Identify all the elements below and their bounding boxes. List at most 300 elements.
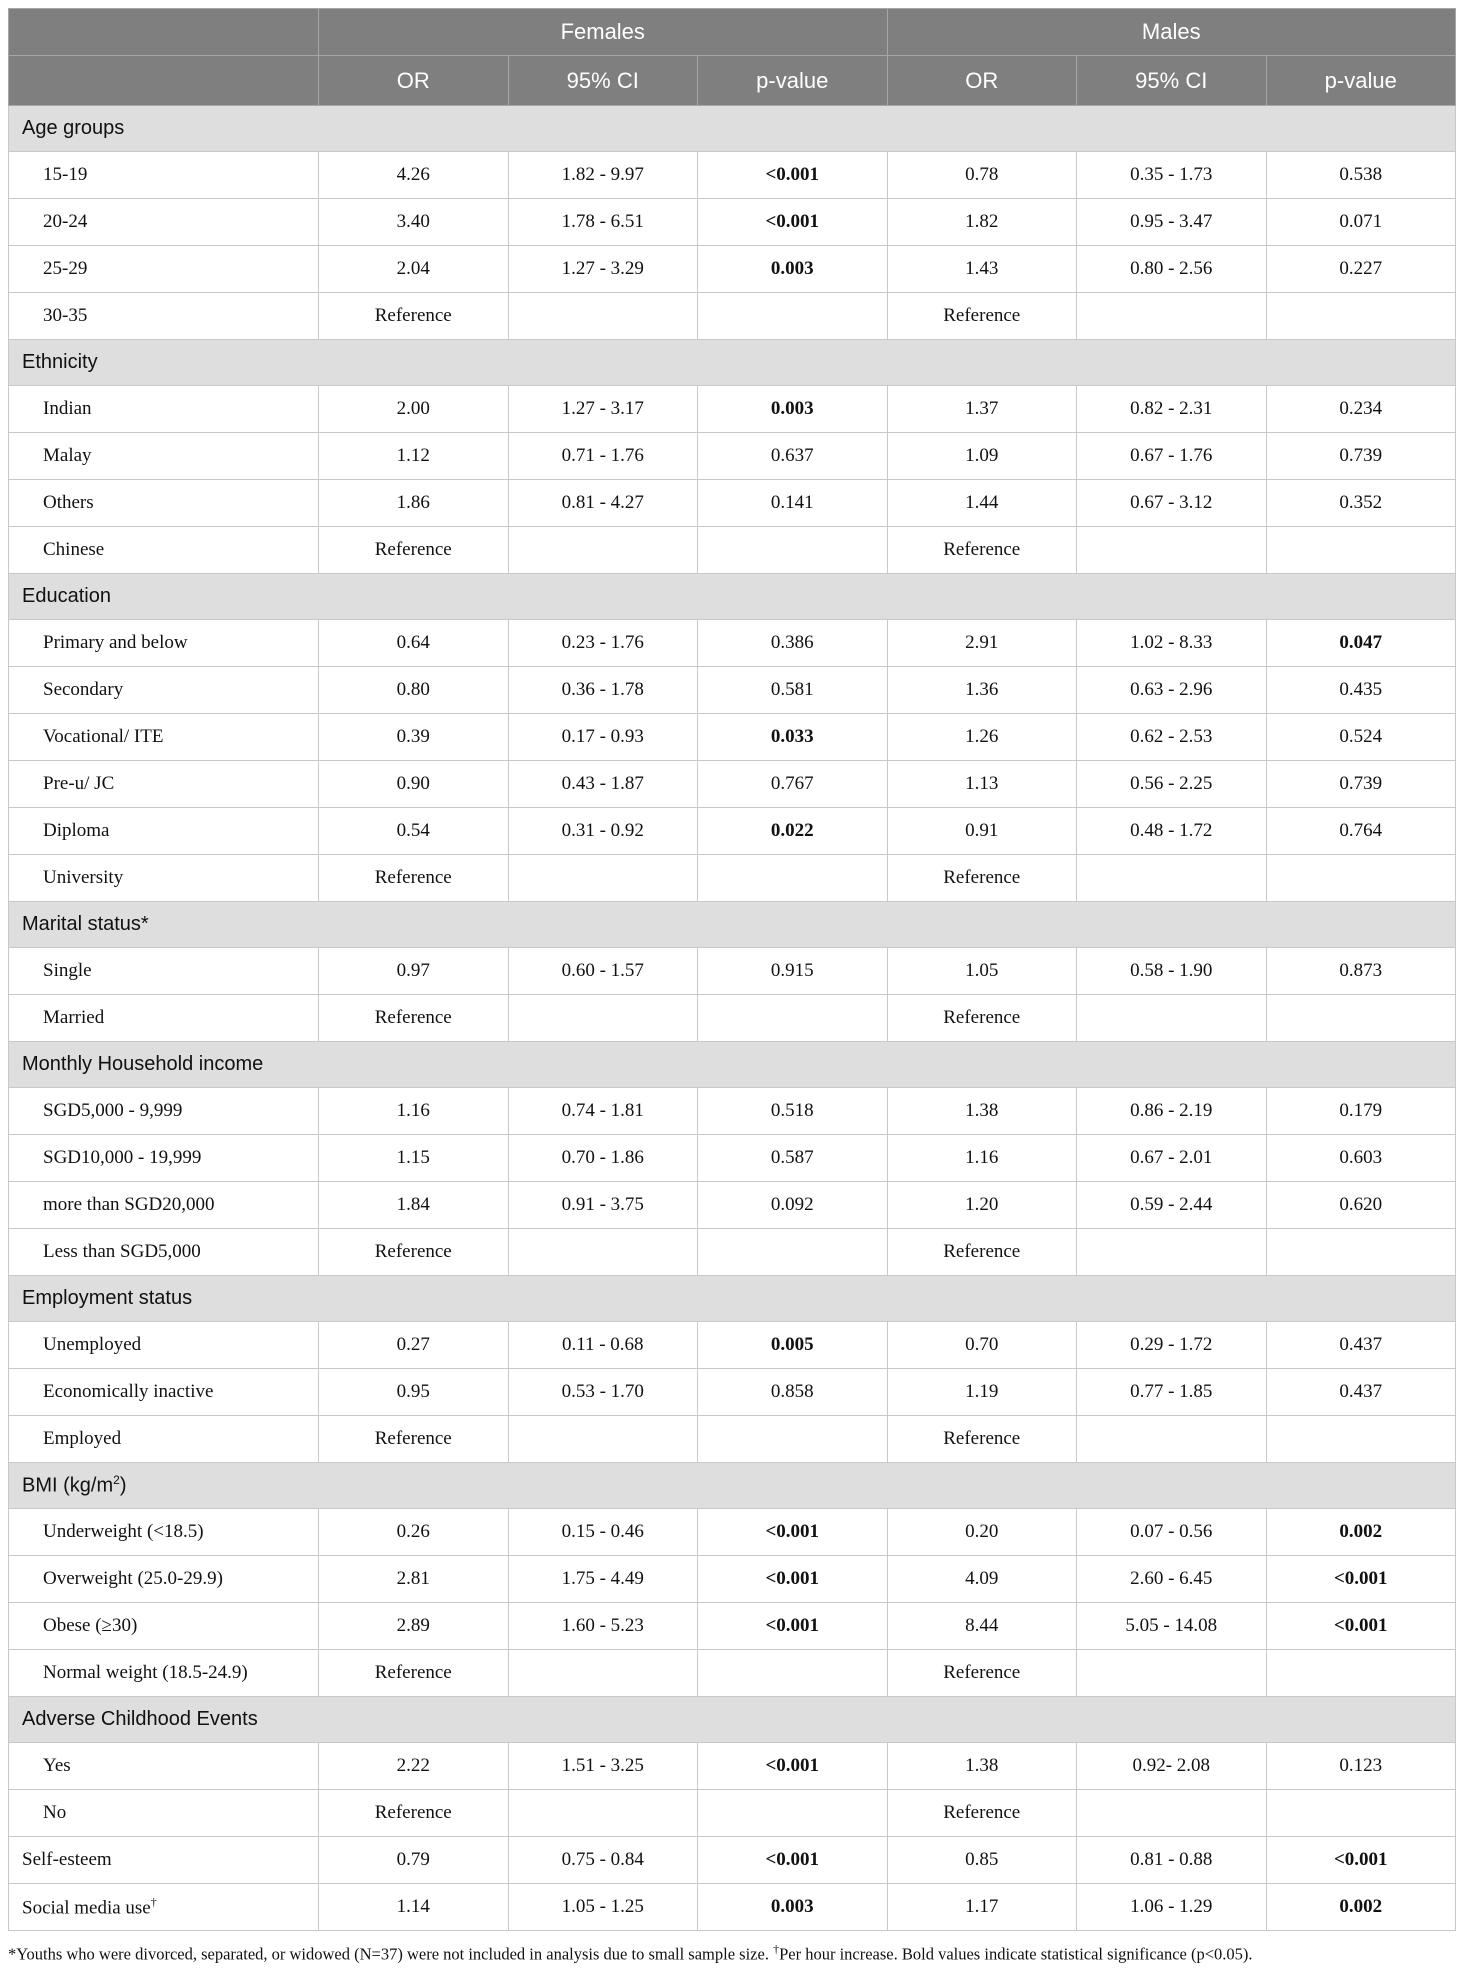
row-label bbox=[9, 199, 319, 246]
male-ci-cell: 0.07 - 0.56 bbox=[1077, 1509, 1267, 1556]
row-label-text: Less than SGD5,000 bbox=[43, 1241, 201, 1262]
male-p-cell: 0.002 bbox=[1266, 1884, 1456, 1931]
section-header-row bbox=[9, 1697, 1456, 1743]
table-row bbox=[9, 1790, 1456, 1837]
row-label bbox=[9, 761, 319, 808]
male-ci-cell bbox=[1077, 855, 1267, 902]
male-or-cell: Reference bbox=[887, 527, 1077, 574]
male-ci-cell: 0.81 - 0.88 bbox=[1077, 1837, 1267, 1884]
table-row bbox=[9, 1088, 1456, 1135]
female-or-cell: Reference bbox=[319, 527, 509, 574]
row-label-text: SGD5,000 - 9,999 bbox=[43, 1100, 183, 1121]
row-label-text: 25-29 bbox=[43, 258, 88, 279]
row-label-text: 20-24 bbox=[43, 211, 88, 232]
male-or-cell: Reference bbox=[887, 995, 1077, 1042]
male-or-cell: Reference bbox=[887, 1790, 1077, 1837]
female-p-cell: <0.001 bbox=[698, 199, 888, 246]
male-ci-cell: 0.63 - 2.96 bbox=[1077, 667, 1267, 714]
female-ci-cell: 1.60 - 5.23 bbox=[508, 1603, 698, 1650]
row-label-text: Pre-u/ JC bbox=[43, 773, 115, 794]
male-p-cell: 0.524 bbox=[1266, 714, 1456, 761]
section-title-text: Monthly Household income bbox=[22, 1053, 264, 1075]
header-males-ci: 95% CI bbox=[1077, 56, 1267, 106]
male-p-cell: 0.234 bbox=[1266, 386, 1456, 433]
table-row bbox=[9, 1650, 1456, 1697]
table-row bbox=[9, 1837, 1456, 1884]
female-p-cell: 0.518 bbox=[698, 1088, 888, 1135]
row-label bbox=[9, 1743, 319, 1790]
table-row bbox=[9, 433, 1456, 480]
male-ci-cell: 0.29 - 1.72 bbox=[1077, 1322, 1267, 1369]
row-label-text: Married bbox=[43, 1007, 105, 1028]
male-or-cell: 0.91 bbox=[887, 808, 1077, 855]
female-p-cell: 0.092 bbox=[698, 1182, 888, 1229]
row-label-text: Economically inactive bbox=[43, 1381, 214, 1402]
header-males: Males bbox=[887, 9, 1456, 56]
row-label-text: Employed bbox=[43, 1428, 122, 1449]
male-ci-cell: 0.77 - 1.85 bbox=[1077, 1369, 1267, 1416]
female-or-cell: 2.22 bbox=[319, 1743, 509, 1790]
female-or-cell: Reference bbox=[319, 1790, 509, 1837]
male-p-cell: 0.071 bbox=[1266, 199, 1456, 246]
row-label-text: Secondary bbox=[43, 679, 124, 700]
male-or-cell: 1.43 bbox=[887, 246, 1077, 293]
section-header-row bbox=[9, 340, 1456, 386]
female-or-cell: Reference bbox=[319, 293, 509, 340]
row-label bbox=[9, 527, 319, 574]
row-label-text: Obese (≥30) bbox=[43, 1615, 138, 1636]
row-label-text: University bbox=[43, 867, 124, 888]
male-p-cell bbox=[1266, 1416, 1456, 1463]
section-title bbox=[9, 574, 1456, 620]
header-females-p: p-value bbox=[698, 56, 888, 106]
row-label bbox=[9, 855, 319, 902]
footnote-text-1: *Youths who were divorced, separated, or widowed (N=37) were not included in analysis due to small sample size. bbox=[8, 1944, 774, 1964]
male-ci-cell bbox=[1077, 995, 1267, 1042]
male-p-cell: 0.047 bbox=[1266, 620, 1456, 667]
male-p-cell bbox=[1266, 995, 1456, 1042]
male-ci-cell: 2.60 - 6.45 bbox=[1077, 1556, 1267, 1603]
footnote-dagger: † bbox=[773, 1942, 780, 1956]
row-label-text: No bbox=[43, 1802, 67, 1823]
male-ci-cell bbox=[1077, 1650, 1267, 1697]
female-or-cell: Reference bbox=[319, 855, 509, 902]
row-label-text: Normal weight (18.5-24.9) bbox=[43, 1662, 248, 1683]
male-ci-cell: 0.58 - 1.90 bbox=[1077, 948, 1267, 995]
row-label-text: Vocational/ ITE bbox=[43, 726, 164, 747]
male-p-cell bbox=[1266, 293, 1456, 340]
male-or-cell: 1.38 bbox=[887, 1088, 1077, 1135]
female-ci-cell: 0.60 - 1.57 bbox=[508, 948, 698, 995]
male-ci-cell bbox=[1077, 1416, 1267, 1463]
male-or-cell: 8.44 bbox=[887, 1603, 1077, 1650]
female-or-cell: 0.79 bbox=[319, 1837, 509, 1884]
row-label-text: Malay bbox=[43, 445, 92, 466]
header-males-or: OR bbox=[887, 56, 1077, 106]
male-ci-cell: 0.67 - 1.76 bbox=[1077, 433, 1267, 480]
female-ci-cell: 1.51 - 3.25 bbox=[508, 1743, 698, 1790]
female-p-cell: 0.003 bbox=[698, 246, 888, 293]
row-label bbox=[9, 1182, 319, 1229]
female-ci-cell: 0.31 - 0.92 bbox=[508, 808, 698, 855]
male-ci-cell: 0.56 - 2.25 bbox=[1077, 761, 1267, 808]
female-ci-cell: 0.36 - 1.78 bbox=[508, 667, 698, 714]
male-or-cell: 1.82 bbox=[887, 199, 1077, 246]
male-or-cell: Reference bbox=[887, 1650, 1077, 1697]
row-label bbox=[9, 1603, 319, 1650]
section-title bbox=[9, 1463, 1456, 1509]
section-title-text: Education bbox=[22, 585, 111, 607]
row-label-text: Others bbox=[43, 492, 94, 513]
table-row bbox=[9, 995, 1456, 1042]
male-or-cell: 0.85 bbox=[887, 1837, 1077, 1884]
female-ci-cell bbox=[508, 1229, 698, 1276]
female-or-cell: 1.16 bbox=[319, 1088, 509, 1135]
row-label bbox=[9, 246, 319, 293]
female-ci-cell: 0.23 - 1.76 bbox=[508, 620, 698, 667]
female-p-cell: <0.001 bbox=[698, 1603, 888, 1650]
female-ci-cell: 0.70 - 1.86 bbox=[508, 1135, 698, 1182]
male-or-cell: 1.26 bbox=[887, 714, 1077, 761]
row-label bbox=[9, 667, 319, 714]
male-or-cell: 1.37 bbox=[887, 386, 1077, 433]
table-row bbox=[9, 386, 1456, 433]
row-label bbox=[9, 1416, 319, 1463]
row-label-text: Primary and below bbox=[43, 632, 188, 653]
female-or-cell: 0.26 bbox=[319, 1509, 509, 1556]
male-or-cell: 1.19 bbox=[887, 1369, 1077, 1416]
table-row bbox=[9, 1743, 1456, 1790]
female-p-cell bbox=[698, 527, 888, 574]
female-ci-cell bbox=[508, 1650, 698, 1697]
male-p-cell: 0.227 bbox=[1266, 246, 1456, 293]
row-label bbox=[9, 1088, 319, 1135]
row-label-text: Yes bbox=[43, 1755, 71, 1776]
female-or-cell: 1.86 bbox=[319, 480, 509, 527]
section-title-text: Employment status bbox=[22, 1287, 193, 1309]
male-or-cell: 1.38 bbox=[887, 1743, 1077, 1790]
female-or-cell: 2.00 bbox=[319, 386, 509, 433]
female-or-cell: 0.95 bbox=[319, 1369, 509, 1416]
male-p-cell bbox=[1266, 1229, 1456, 1276]
odds-ratio-table bbox=[8, 8, 1456, 1931]
female-ci-cell bbox=[508, 527, 698, 574]
male-ci-cell: 0.67 - 3.12 bbox=[1077, 480, 1267, 527]
female-or-cell: 0.27 bbox=[319, 1322, 509, 1369]
female-p-cell: 0.581 bbox=[698, 667, 888, 714]
row-label-sup: † bbox=[150, 1894, 157, 1909]
section-title bbox=[9, 902, 1456, 948]
female-or-cell: 1.84 bbox=[319, 1182, 509, 1229]
male-or-cell: Reference bbox=[887, 1416, 1077, 1463]
row-label bbox=[9, 480, 319, 527]
female-or-cell: 1.14 bbox=[319, 1884, 509, 1931]
female-ci-cell: 1.82 - 9.97 bbox=[508, 152, 698, 199]
male-p-cell bbox=[1266, 1650, 1456, 1697]
female-p-cell: <0.001 bbox=[698, 1556, 888, 1603]
row-label bbox=[9, 152, 319, 199]
male-ci-cell: 0.95 - 3.47 bbox=[1077, 199, 1267, 246]
female-or-cell: 2.04 bbox=[319, 246, 509, 293]
footnote-text-2: Per hour increase. Bold values indicate statistical significance (p<0.05). bbox=[779, 1944, 1253, 1964]
section-header-row bbox=[9, 1276, 1456, 1322]
row-label bbox=[9, 1322, 319, 1369]
table-row bbox=[9, 761, 1456, 808]
row-label-text: Underweight (<18.5) bbox=[43, 1521, 204, 1542]
male-ci-cell bbox=[1077, 527, 1267, 574]
table-row bbox=[9, 293, 1456, 340]
female-p-cell bbox=[698, 855, 888, 902]
female-ci-cell bbox=[508, 995, 698, 1042]
section-title-sup: 2 bbox=[113, 1473, 120, 1488]
female-p-cell: 0.005 bbox=[698, 1322, 888, 1369]
row-label bbox=[9, 1884, 319, 1931]
table-row bbox=[9, 1884, 1456, 1931]
male-p-cell: 0.002 bbox=[1266, 1509, 1456, 1556]
male-p-cell: 0.352 bbox=[1266, 480, 1456, 527]
section-title bbox=[9, 1697, 1456, 1743]
male-p-cell: 0.435 bbox=[1266, 667, 1456, 714]
female-p-cell: 0.003 bbox=[698, 386, 888, 433]
table-row bbox=[9, 1416, 1456, 1463]
female-ci-cell: 0.43 - 1.87 bbox=[508, 761, 698, 808]
male-or-cell: 1.09 bbox=[887, 433, 1077, 480]
female-p-cell: <0.001 bbox=[698, 152, 888, 199]
row-label-text: Diploma bbox=[43, 820, 110, 841]
row-label-text: Unemployed bbox=[43, 1334, 142, 1355]
table-header bbox=[9, 9, 1456, 106]
table-row bbox=[9, 246, 1456, 293]
table-body bbox=[9, 106, 1456, 1931]
section-title bbox=[9, 1276, 1456, 1322]
male-or-cell: 1.13 bbox=[887, 761, 1077, 808]
row-label bbox=[9, 1650, 319, 1697]
row-label bbox=[9, 1369, 319, 1416]
table-row bbox=[9, 855, 1456, 902]
male-p-cell: <0.001 bbox=[1266, 1603, 1456, 1650]
male-ci-cell: 0.67 - 2.01 bbox=[1077, 1135, 1267, 1182]
female-or-cell: 0.54 bbox=[319, 808, 509, 855]
female-ci-cell: 1.05 - 1.25 bbox=[508, 1884, 698, 1931]
female-p-cell: 0.637 bbox=[698, 433, 888, 480]
row-label-text: Single bbox=[43, 960, 92, 981]
table-row bbox=[9, 1322, 1456, 1369]
male-ci-cell: 0.92- 2.08 bbox=[1077, 1743, 1267, 1790]
row-label-text: Indian bbox=[43, 398, 92, 419]
female-p-cell: 0.767 bbox=[698, 761, 888, 808]
table-row bbox=[9, 152, 1456, 199]
row-label bbox=[9, 293, 319, 340]
table-row bbox=[9, 527, 1456, 574]
female-p-cell bbox=[698, 1790, 888, 1837]
male-or-cell: 1.44 bbox=[887, 480, 1077, 527]
female-p-cell bbox=[698, 1650, 888, 1697]
male-p-cell: 0.739 bbox=[1266, 761, 1456, 808]
female-p-cell: 0.858 bbox=[698, 1369, 888, 1416]
male-p-cell: 0.873 bbox=[1266, 948, 1456, 995]
section-header-row bbox=[9, 106, 1456, 152]
male-or-cell: 0.78 bbox=[887, 152, 1077, 199]
female-ci-cell bbox=[508, 1416, 698, 1463]
female-or-cell: 1.15 bbox=[319, 1135, 509, 1182]
female-ci-cell: 0.11 - 0.68 bbox=[508, 1322, 698, 1369]
male-p-cell: <0.001 bbox=[1266, 1556, 1456, 1603]
female-ci-cell: 0.91 - 3.75 bbox=[508, 1182, 698, 1229]
female-p-cell: 0.587 bbox=[698, 1135, 888, 1182]
male-or-cell: 0.70 bbox=[887, 1322, 1077, 1369]
female-p-cell bbox=[698, 995, 888, 1042]
row-label-text: Self-esteem bbox=[22, 1849, 112, 1870]
female-ci-cell: 0.71 - 1.76 bbox=[508, 433, 698, 480]
male-ci-cell: 0.82 - 2.31 bbox=[1077, 386, 1267, 433]
header-females-ci: 95% CI bbox=[508, 56, 698, 106]
section-title-text: Marital status* bbox=[22, 913, 149, 935]
female-ci-cell bbox=[508, 855, 698, 902]
female-ci-cell bbox=[508, 1790, 698, 1837]
female-or-cell: 3.40 bbox=[319, 199, 509, 246]
section-title bbox=[9, 340, 1456, 386]
female-or-cell: 2.81 bbox=[319, 1556, 509, 1603]
male-ci-cell bbox=[1077, 293, 1267, 340]
male-or-cell: 4.09 bbox=[887, 1556, 1077, 1603]
section-header-row bbox=[9, 902, 1456, 948]
row-label bbox=[9, 1837, 319, 1884]
female-or-cell: 1.12 bbox=[319, 433, 509, 480]
male-p-cell: 0.538 bbox=[1266, 152, 1456, 199]
male-p-cell: <0.001 bbox=[1266, 1837, 1456, 1884]
row-label bbox=[9, 714, 319, 761]
male-or-cell: Reference bbox=[887, 855, 1077, 902]
male-ci-cell: 0.48 - 1.72 bbox=[1077, 808, 1267, 855]
table-row bbox=[9, 1229, 1456, 1276]
male-ci-cell: 0.62 - 2.53 bbox=[1077, 714, 1267, 761]
female-p-cell: <0.001 bbox=[698, 1509, 888, 1556]
female-ci-cell: 0.15 - 0.46 bbox=[508, 1509, 698, 1556]
row-label-text: Chinese bbox=[43, 539, 105, 560]
male-or-cell: 1.16 bbox=[887, 1135, 1077, 1182]
header-empty-2 bbox=[9, 56, 319, 106]
male-p-cell: 0.123 bbox=[1266, 1743, 1456, 1790]
female-ci-cell: 1.75 - 4.49 bbox=[508, 1556, 698, 1603]
row-label-text: 15-19 bbox=[43, 164, 88, 185]
female-or-cell: 0.80 bbox=[319, 667, 509, 714]
table-row bbox=[9, 1509, 1456, 1556]
male-p-cell bbox=[1266, 527, 1456, 574]
male-or-cell: Reference bbox=[887, 1229, 1077, 1276]
section-header-row bbox=[9, 1042, 1456, 1088]
male-or-cell: 1.36 bbox=[887, 667, 1077, 714]
table-row bbox=[9, 199, 1456, 246]
male-ci-cell: 0.86 - 2.19 bbox=[1077, 1088, 1267, 1135]
section-title-text: Age groups bbox=[22, 117, 125, 139]
female-ci-cell: 1.27 - 3.17 bbox=[508, 386, 698, 433]
section-header-row bbox=[9, 1463, 1456, 1509]
female-or-cell: 0.39 bbox=[319, 714, 509, 761]
row-label bbox=[9, 1509, 319, 1556]
results-table-container bbox=[8, 8, 1455, 1931]
female-p-cell: 0.915 bbox=[698, 948, 888, 995]
section-title-after: ) bbox=[119, 1474, 127, 1497]
table-row bbox=[9, 1556, 1456, 1603]
female-p-cell bbox=[698, 1416, 888, 1463]
section-title bbox=[9, 106, 1456, 152]
male-p-cell bbox=[1266, 1790, 1456, 1837]
male-ci-cell: 1.06 - 1.29 bbox=[1077, 1884, 1267, 1931]
row-label-text: Overweight (25.0-29.9) bbox=[43, 1568, 223, 1589]
row-label-text: SGD10,000 - 19,999 bbox=[43, 1147, 202, 1168]
table-row bbox=[9, 1603, 1456, 1650]
female-p-cell: <0.001 bbox=[698, 1743, 888, 1790]
male-ci-cell: 0.35 - 1.73 bbox=[1077, 152, 1267, 199]
male-p-cell: 0.437 bbox=[1266, 1322, 1456, 1369]
table-row bbox=[9, 620, 1456, 667]
header-males-p: p-value bbox=[1266, 56, 1456, 106]
male-p-cell: 0.620 bbox=[1266, 1182, 1456, 1229]
female-ci-cell: 1.78 - 6.51 bbox=[508, 199, 698, 246]
female-ci-cell: 1.27 - 3.29 bbox=[508, 246, 698, 293]
row-label bbox=[9, 620, 319, 667]
female-ci-cell: 0.17 - 0.93 bbox=[508, 714, 698, 761]
row-label bbox=[9, 948, 319, 995]
section-title bbox=[9, 1042, 1456, 1088]
header-females-or: OR bbox=[319, 56, 509, 106]
female-or-cell: Reference bbox=[319, 995, 509, 1042]
table-row bbox=[9, 1369, 1456, 1416]
row-label bbox=[9, 1790, 319, 1837]
row-label bbox=[9, 433, 319, 480]
row-label bbox=[9, 1135, 319, 1182]
header-empty bbox=[9, 9, 319, 56]
female-or-cell: 0.64 bbox=[319, 620, 509, 667]
row-label bbox=[9, 386, 319, 433]
section-title-text: Adverse Childhood Events bbox=[22, 1708, 258, 1730]
male-or-cell: 1.05 bbox=[887, 948, 1077, 995]
female-ci-cell: 0.81 - 4.27 bbox=[508, 480, 698, 527]
male-ci-cell bbox=[1077, 1229, 1267, 1276]
male-ci-cell: 0.59 - 2.44 bbox=[1077, 1182, 1267, 1229]
table-footnote bbox=[8, 1942, 1455, 1965]
female-or-cell: Reference bbox=[319, 1416, 509, 1463]
male-ci-cell: 5.05 - 14.08 bbox=[1077, 1603, 1267, 1650]
male-p-cell: 0.603 bbox=[1266, 1135, 1456, 1182]
male-p-cell: 0.437 bbox=[1266, 1369, 1456, 1416]
row-label-text: Social media use bbox=[22, 1897, 151, 1919]
row-label bbox=[9, 995, 319, 1042]
male-p-cell: 0.179 bbox=[1266, 1088, 1456, 1135]
female-or-cell: 0.90 bbox=[319, 761, 509, 808]
section-header-row bbox=[9, 574, 1456, 620]
male-ci-cell: 1.02 - 8.33 bbox=[1077, 620, 1267, 667]
table-row bbox=[9, 714, 1456, 761]
female-ci-cell: 0.75 - 0.84 bbox=[508, 1837, 698, 1884]
female-or-cell: Reference bbox=[319, 1650, 509, 1697]
female-p-cell: <0.001 bbox=[698, 1837, 888, 1884]
female-or-cell: Reference bbox=[319, 1229, 509, 1276]
row-label-text: more than SGD20,000 bbox=[43, 1194, 215, 1215]
male-p-cell: 0.739 bbox=[1266, 433, 1456, 480]
female-ci-cell bbox=[508, 293, 698, 340]
table-row bbox=[9, 1135, 1456, 1182]
female-p-cell: 0.386 bbox=[698, 620, 888, 667]
header-females: Females bbox=[319, 9, 888, 56]
section-title-text: Ethnicity bbox=[22, 351, 98, 373]
male-or-cell: 1.17 bbox=[887, 1884, 1077, 1931]
female-p-cell: 0.033 bbox=[698, 714, 888, 761]
female-or-cell: 4.26 bbox=[319, 152, 509, 199]
male-or-cell: Reference bbox=[887, 293, 1077, 340]
female-or-cell: 0.97 bbox=[319, 948, 509, 995]
row-label bbox=[9, 1229, 319, 1276]
